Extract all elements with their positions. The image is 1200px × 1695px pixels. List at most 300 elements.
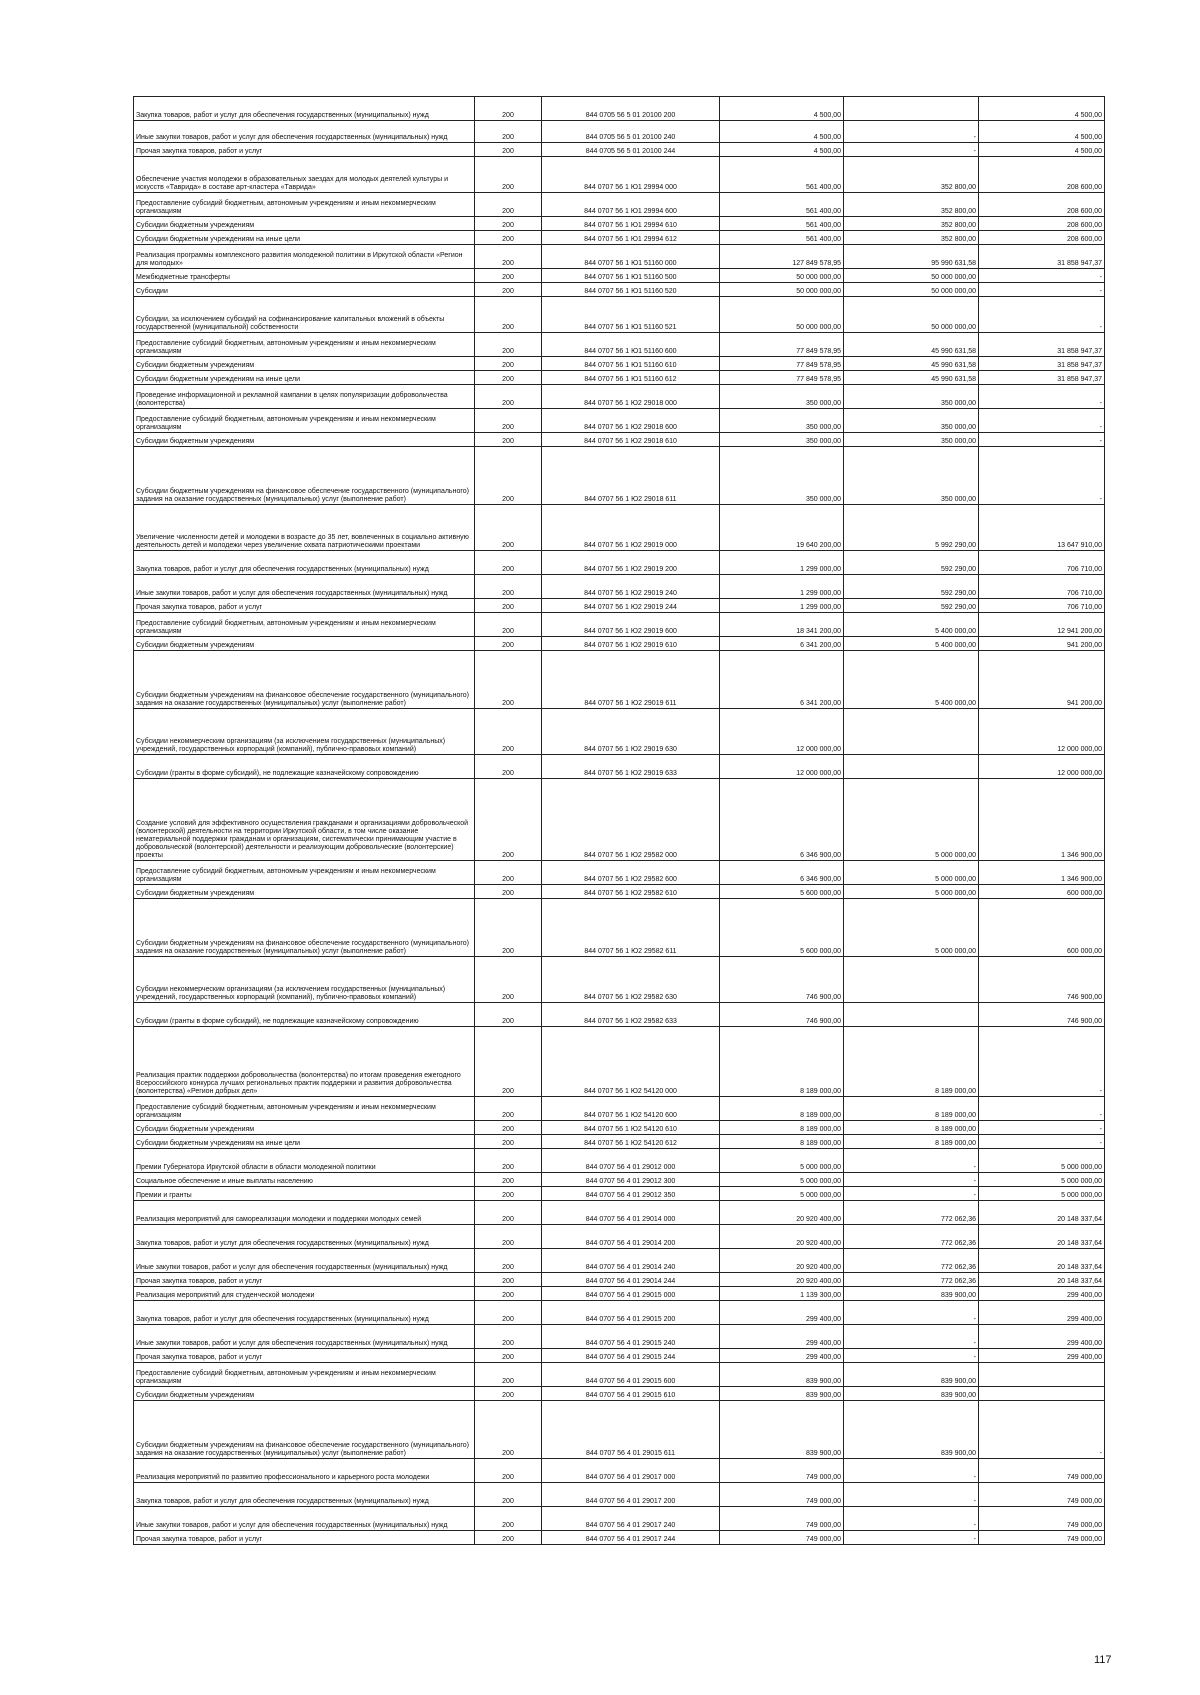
table-row [134,357,1105,371]
row-remainder: - [979,1121,1105,1135]
row-approved: 5 600 000,00 [720,885,844,899]
row-code: 200 [475,885,542,899]
row-executed: - [844,1349,979,1363]
row-code: 200 [475,1325,542,1349]
row-executed: 839 900,00 [844,1387,979,1401]
row-kbk: 844 0707 56 1 Ю2 29019 200 [542,551,720,575]
row-kbk: 844 0707 56 4 01 29015 000 [542,1287,720,1301]
row-remainder: - [979,447,1105,505]
row-remainder: - [979,269,1105,283]
row-remainder: - [979,409,1105,433]
row-approved: 50 000 000,00 [720,269,844,283]
row-approved: 299 400,00 [720,1325,844,1349]
row-approved: 746 900,00 [720,1003,844,1027]
row-code: 200 [475,957,542,1003]
row-approved: 6 346 900,00 [720,861,844,885]
row-remainder: 749 000,00 [979,1483,1105,1507]
row-code: 200 [475,333,542,357]
row-code: 200 [475,283,542,297]
row-remainder: 299 400,00 [979,1325,1105,1349]
row-code: 200 [475,709,542,755]
row-remainder: 706 710,00 [979,551,1105,575]
row-executed: - [844,1507,979,1531]
row-approved: 5 000 000,00 [720,1173,844,1187]
row-code: 200 [475,1135,542,1149]
row-approved: 20 920 400,00 [720,1249,844,1273]
row-code: 200 [475,1531,542,1545]
row-executed: 350 000,00 [844,385,979,409]
row-executed [844,97,979,121]
row-kbk: 844 0705 56 5 01 20100 200 [542,97,720,121]
row-kbk: 844 0707 56 4 01 29017 240 [542,1507,720,1531]
row-approved: 77 849 578,95 [720,371,844,385]
row-code: 200 [475,899,542,957]
row-name: Субсидии бюджетным учреждениям [134,637,475,651]
table-row [134,143,1105,157]
row-remainder: - [979,1027,1105,1097]
row-name: Субсидии бюджетным учреждениям [134,1121,475,1135]
row-code: 200 [475,385,542,409]
row-kbk: 844 0707 56 1 Ю2 29019 000 [542,505,720,551]
row-code: 200 [475,1507,542,1531]
row-kbk: 844 0707 56 1 Ю2 29582 610 [542,885,720,899]
row-code: 200 [475,1201,542,1225]
row-kbk: 844 0707 56 1 Ю2 29019 633 [542,755,720,779]
row-code: 200 [475,551,542,575]
row-name: Предоставление субсидий бюджетным, автономным учреждениям и иным некоммерческим организациям [134,1097,475,1121]
row-executed: 8 189 000,00 [844,1121,979,1135]
table-row [134,599,1105,613]
row-approved: 561 400,00 [720,231,844,245]
row-approved: 127 849 578,95 [720,245,844,269]
row-remainder: 5 000 000,00 [979,1149,1105,1173]
row-executed: 45 990 631,58 [844,357,979,371]
row-approved: 20 920 400,00 [720,1225,844,1249]
row-kbk: 844 0707 56 1 Ю2 29582 630 [542,957,720,1003]
row-remainder: 208 600,00 [979,231,1105,245]
row-remainder: 746 900,00 [979,957,1105,1003]
row-code: 200 [475,1273,542,1287]
row-code: 200 [475,1401,542,1459]
table-row [134,433,1105,447]
row-remainder: - [979,1401,1105,1459]
row-executed: 352 800,00 [844,193,979,217]
row-executed: 5 400 000,00 [844,651,979,709]
table-row [134,409,1105,433]
row-approved: 299 400,00 [720,1349,844,1363]
row-kbk: 844 0707 56 1 Ю1 29994 610 [542,217,720,231]
row-name: Закупка товаров, работ и услуг для обеспечения государственных (муниципальных) нужд [134,1483,475,1507]
row-name: Предоставление субсидий бюджетным, автономным учреждениям и иным некоммерческим организациям [134,861,475,885]
table-row [134,885,1105,899]
row-name: Субсидии бюджетным учреждениям [134,1387,475,1401]
row-remainder: 20 148 337,64 [979,1201,1105,1225]
table-row [134,1201,1105,1225]
table-row [134,1325,1105,1349]
row-name: Субсидии бюджетным учреждениям на финансовое обеспечение государственного (муниципального) задания на оказание государственных (муниципальных) услуг (выполнение работ) [134,447,475,505]
row-approved: 20 920 400,00 [720,1273,844,1287]
table-row [134,755,1105,779]
row-kbk: 844 0705 56 5 01 20100 244 [542,143,720,157]
table-body [134,97,1105,1545]
row-executed: - [844,121,979,143]
row-name: Реализация практик поддержки добровольчества (волонтерства) по итогам проведения ежегодного Всероссийского конкурса лучших региональных практик поддержки и развития добровольчества (волонтерства) «Регион добрых дел» [134,1027,475,1097]
row-name: Субсидии бюджетным учреждениям [134,433,475,447]
row-remainder: 208 600,00 [979,157,1105,193]
row-kbk: 844 0707 56 4 01 29017 000 [542,1459,720,1483]
table-row [134,1225,1105,1249]
table-row [134,1287,1105,1301]
row-remainder: 299 400,00 [979,1287,1105,1301]
table-row [134,1459,1105,1483]
row-kbk: 844 0707 56 1 Ю1 29994 600 [542,193,720,217]
row-code: 200 [475,1187,542,1201]
table-row [134,1301,1105,1325]
row-name: Предоставление субсидий бюджетным, автономным учреждениям и иным некоммерческим организациям [134,193,475,217]
row-approved: 4 500,00 [720,121,844,143]
row-approved: 1 299 000,00 [720,575,844,599]
table-row [134,269,1105,283]
row-executed: 8 189 000,00 [844,1027,979,1097]
row-kbk: 844 0707 56 1 Ю2 29582 633 [542,1003,720,1027]
table-row [134,157,1105,193]
row-approved: 350 000,00 [720,385,844,409]
row-executed: 839 900,00 [844,1363,979,1387]
row-name: Субсидии бюджетным учреждениям на иные цели [134,231,475,245]
table-row [134,861,1105,885]
row-remainder: - [979,283,1105,297]
table-row [134,1507,1105,1531]
row-name: Реализация мероприятий для студенческой молодежи [134,1287,475,1301]
row-kbk: 844 0707 56 4 01 29015 200 [542,1301,720,1325]
row-remainder: 20 148 337,64 [979,1273,1105,1287]
row-approved: 839 900,00 [720,1387,844,1401]
row-kbk: 844 0707 56 1 Ю2 29018 600 [542,409,720,433]
row-executed: 592 290,00 [844,599,979,613]
row-approved: 4 500,00 [720,97,844,121]
row-approved: 561 400,00 [720,193,844,217]
row-kbk: 844 0707 56 4 01 29014 240 [542,1249,720,1273]
row-name: Субсидии, за исключением субсидий на софинансирование капитальных вложений в объекты государственной (муниципальной) собственности [134,297,475,333]
row-kbk: 844 0707 56 1 Ю2 54120 000 [542,1027,720,1097]
table-row [134,709,1105,755]
row-approved: 1 299 000,00 [720,551,844,575]
row-executed: 839 900,00 [844,1401,979,1459]
row-remainder: 31 858 947,37 [979,333,1105,357]
table-row [134,333,1105,357]
row-code: 200 [475,755,542,779]
row-executed: - [844,1459,979,1483]
row-approved: 19 640 200,00 [720,505,844,551]
row-approved: 6 346 900,00 [720,779,844,861]
table-row [134,283,1105,297]
row-code: 200 [475,269,542,283]
row-remainder: 941 200,00 [979,651,1105,709]
table-row [134,97,1105,121]
row-name: Закупка товаров, работ и услуг для обеспечения государственных (муниципальных) нужд [134,1225,475,1249]
row-kbk: 844 0705 56 5 01 20100 240 [542,121,720,143]
row-name: Субсидии бюджетным учреждениям на иные цели [134,1135,475,1149]
row-remainder: 746 900,00 [979,1003,1105,1027]
row-remainder: 749 000,00 [979,1507,1105,1531]
row-executed: - [844,1149,979,1173]
row-kbk: 844 0707 56 4 01 29014 000 [542,1201,720,1225]
table-row [134,245,1105,269]
row-code: 200 [475,1003,542,1027]
row-kbk: 844 0707 56 1 Ю2 29018 610 [542,433,720,447]
row-remainder: 4 500,00 [979,121,1105,143]
row-kbk: 844 0707 56 4 01 29017 200 [542,1483,720,1507]
row-approved: 8 189 000,00 [720,1121,844,1135]
row-name: Закупка товаров, работ и услуг для обеспечения государственных (муниципальных) нужд [134,1301,475,1325]
row-approved: 561 400,00 [720,157,844,193]
row-code: 200 [475,1027,542,1097]
table-row [134,1387,1105,1401]
row-executed: 8 189 000,00 [844,1135,979,1149]
row-approved: 5 000 000,00 [720,1187,844,1201]
row-kbk: 844 0707 56 1 Ю2 29019 610 [542,637,720,651]
row-code: 200 [475,1225,542,1249]
row-kbk: 844 0707 56 4 01 29012 300 [542,1173,720,1187]
row-approved: 350 000,00 [720,433,844,447]
row-name: Субсидии бюджетным учреждениям на финансовое обеспечение государственного (муниципального) задания на оказание государственных (муниципальных) услуг (выполнение работ) [134,1401,475,1459]
table-row [134,1135,1105,1149]
row-kbk: 844 0707 56 1 Ю1 51160 600 [542,333,720,357]
row-executed: - [844,143,979,157]
row-code: 200 [475,651,542,709]
table-row [134,1097,1105,1121]
row-code: 200 [475,1483,542,1507]
row-executed: 5 992 290,00 [844,505,979,551]
row-name: Прочая закупка товаров, работ и услуг [134,1349,475,1363]
row-code: 200 [475,1459,542,1483]
row-executed: 45 990 631,58 [844,333,979,357]
row-name: Предоставление субсидий бюджетным, автономным учреждениям и иным некоммерческим организациям [134,1363,475,1387]
row-remainder: 31 858 947,37 [979,371,1105,385]
row-name: Субсидии некоммерческим организациям (за исключением государственных (муниципальных) учреждений, государственных корпораций (компаний), публично-правовых компаний) [134,957,475,1003]
row-kbk: 844 0707 56 1 Ю1 51160 612 [542,371,720,385]
row-kbk: 844 0707 56 1 Ю2 29019 240 [542,575,720,599]
row-approved: 8 189 000,00 [720,1097,844,1121]
row-kbk: 844 0707 56 1 Ю2 54120 600 [542,1097,720,1121]
row-approved: 749 000,00 [720,1483,844,1507]
row-executed: 45 990 631,58 [844,371,979,385]
table-row [134,217,1105,231]
row-remainder: - [979,385,1105,409]
row-approved: 5 000 000,00 [720,1149,844,1173]
row-code: 200 [475,575,542,599]
row-remainder [979,1363,1105,1387]
row-remainder: 5 000 000,00 [979,1187,1105,1201]
row-code: 200 [475,637,542,651]
row-kbk: 844 0707 56 1 Ю2 29582 611 [542,899,720,957]
table-row [134,447,1105,505]
row-approved: 299 400,00 [720,1301,844,1325]
row-kbk: 844 0707 56 4 01 29015 244 [542,1349,720,1363]
row-name: Иные закупки товаров, работ и услуг для обеспечения государственных (муниципальных) нужд [134,1507,475,1531]
row-kbk: 844 0707 56 4 01 29017 244 [542,1531,720,1545]
row-code: 200 [475,1149,542,1173]
row-name: Социальное обеспечение и иные выплаты населению [134,1173,475,1187]
row-remainder: 5 000 000,00 [979,1173,1105,1187]
row-executed: 772 062,36 [844,1201,979,1225]
row-remainder: 299 400,00 [979,1349,1105,1363]
row-code: 200 [475,231,542,245]
row-executed: 772 062,36 [844,1249,979,1273]
row-executed: - [844,1483,979,1507]
row-kbk: 844 0707 56 1 Ю2 29582 600 [542,861,720,885]
row-approved: 350 000,00 [720,447,844,505]
row-remainder: 706 710,00 [979,599,1105,613]
row-kbk: 844 0707 56 1 Ю1 51160 520 [542,283,720,297]
row-remainder: 31 858 947,37 [979,245,1105,269]
row-name: Обеспечение участия молодежи в образовательных заездах для молодых деятелей культуры и искусств «Таврида» в составе арт-кластера «Таврида» [134,157,475,193]
row-approved: 749 000,00 [720,1459,844,1483]
row-kbk: 844 0707 56 4 01 29012 350 [542,1187,720,1201]
row-executed [844,957,979,1003]
table-row [134,613,1105,637]
row-remainder: 706 710,00 [979,575,1105,599]
row-code: 200 [475,1249,542,1273]
row-kbk: 844 0707 56 1 Ю1 29994 612 [542,231,720,245]
table-row [134,1121,1105,1135]
row-remainder: 208 600,00 [979,217,1105,231]
row-remainder: 20 148 337,64 [979,1249,1105,1273]
row-executed: 772 062,36 [844,1273,979,1287]
row-code: 200 [475,245,542,269]
row-remainder: 749 000,00 [979,1531,1105,1545]
row-kbk: 844 0707 56 1 Ю2 29018 000 [542,385,720,409]
row-kbk: 844 0707 56 1 Ю2 29019 611 [542,651,720,709]
row-name: Субсидии бюджетным учреждениям [134,217,475,231]
row-remainder: 600 000,00 [979,885,1105,899]
table-row [134,1483,1105,1507]
row-code: 200 [475,217,542,231]
table-row [134,1531,1105,1545]
row-kbk: 844 0707 56 1 Ю1 51160 000 [542,245,720,269]
row-name: Субсидии бюджетным учреждениям на финансовое обеспечение государственного (муниципального) задания на оказание государственных (муниципальных) услуг (выполнение работ) [134,651,475,709]
row-remainder: 12 000 000,00 [979,709,1105,755]
row-code: 200 [475,1349,542,1363]
row-remainder: 4 500,00 [979,97,1105,121]
table-row [134,1187,1105,1201]
row-executed [844,755,979,779]
row-name: Субсидии (гранты в форме субсидий), не подлежащие казначейскому сопровождению [134,1003,475,1027]
row-name: Закупка товаров, работ и услуг для обеспечения государственных (муниципальных) нужд [134,97,475,121]
row-approved: 50 000 000,00 [720,297,844,333]
row-remainder: 13 647 910,00 [979,505,1105,551]
row-approved: 50 000 000,00 [720,283,844,297]
row-name: Иные закупки товаров, работ и услуг для обеспечения государственных (муниципальных) нужд [134,1325,475,1349]
row-approved: 5 600 000,00 [720,899,844,957]
row-code: 200 [475,157,542,193]
table-row [134,193,1105,217]
table-row [134,371,1105,385]
row-executed: 592 290,00 [844,575,979,599]
row-remainder: 208 600,00 [979,193,1105,217]
row-executed: 839 900,00 [844,1287,979,1301]
row-code: 200 [475,1097,542,1121]
row-kbk: 844 0707 56 4 01 29015 610 [542,1387,720,1401]
table-row [134,1003,1105,1027]
row-kbk: 844 0707 56 1 Ю2 29019 244 [542,599,720,613]
row-code: 200 [475,143,542,157]
table-row [134,1249,1105,1273]
row-name: Прочая закупка товаров, работ и услуг [134,599,475,613]
table-row [134,779,1105,861]
row-remainder: - [979,297,1105,333]
row-approved: 561 400,00 [720,217,844,231]
row-kbk: 844 0707 56 1 Ю2 29019 630 [542,709,720,755]
table-row [134,637,1105,651]
row-executed: - [844,1325,979,1349]
row-remainder: 20 148 337,64 [979,1225,1105,1249]
row-executed: 5 000 000,00 [844,861,979,885]
row-code: 200 [475,779,542,861]
table-row [134,231,1105,245]
row-name: Субсидии бюджетным учреждениям на иные цели [134,371,475,385]
row-name: Увеличение численности детей и молодежи в возрасте до 35 лет, вовлеченных в социально активную деятельность детей и молодежи через увеличение охвата патриотическими проектами [134,505,475,551]
row-kbk: 844 0707 56 1 Ю1 51160 521 [542,297,720,333]
row-code: 200 [475,505,542,551]
row-executed: - [844,1301,979,1325]
row-code: 200 [475,1121,542,1135]
row-executed: 772 062,36 [844,1225,979,1249]
row-name: Прочая закупка товаров, работ и услуг [134,143,475,157]
table-row [134,651,1105,709]
row-kbk: 844 0707 56 1 Ю2 54120 612 [542,1135,720,1149]
row-remainder [979,1387,1105,1401]
row-executed: 50 000 000,00 [844,297,979,333]
row-name: Предоставление субсидий бюджетным, автономным учреждениям и иным некоммерческим организациям [134,613,475,637]
row-remainder: 600 000,00 [979,899,1105,957]
row-executed: - [844,1173,979,1187]
table-row [134,1027,1105,1097]
row-code: 200 [475,1387,542,1401]
table-row [134,899,1105,957]
row-name: Реализация программы комплексного развития молодежной политики в Иркутской области «Регион для молодых» [134,245,475,269]
row-name: Реализация мероприятий по развитию профессионального и карьерного роста молодежи [134,1459,475,1483]
row-remainder: 1 346 900,00 [979,779,1105,861]
table-row [134,957,1105,1003]
table-row [134,1401,1105,1459]
row-approved: 839 900,00 [720,1363,844,1387]
row-executed: 5 400 000,00 [844,637,979,651]
row-name: Субсидии бюджетным учреждениям [134,357,475,371]
row-name: Премии Губернатора Иркутской области в области молодежной политики [134,1149,475,1173]
row-executed [844,1003,979,1027]
row-executed: 352 800,00 [844,231,979,245]
table-row [134,1273,1105,1287]
row-executed: 350 000,00 [844,433,979,447]
row-remainder: - [979,433,1105,447]
row-approved: 18 341 200,00 [720,613,844,637]
row-kbk: 844 0707 56 1 Ю1 51160 610 [542,357,720,371]
row-name: Межбюджетные трансферты [134,269,475,283]
row-approved: 8 189 000,00 [720,1135,844,1149]
row-name: Иные закупки товаров, работ и услуг для обеспечения государственных (муниципальных) нужд [134,1249,475,1273]
row-name: Закупка товаров, работ и услуг для обеспечения государственных (муниципальных) нужд [134,551,475,575]
row-kbk: 844 0707 56 1 Ю1 51160 500 [542,269,720,283]
table-row [134,1363,1105,1387]
row-approved: 749 000,00 [720,1531,844,1545]
row-kbk: 844 0707 56 1 Ю2 29582 000 [542,779,720,861]
row-code: 200 [475,861,542,885]
row-name: Реализация мероприятий для самореализации молодежи и поддержки молодых семей [134,1201,475,1225]
row-remainder: - [979,1097,1105,1121]
row-code: 200 [475,1301,542,1325]
row-name: Иные закупки товаров, работ и услуг для обеспечения государственных (муниципальных) нужд [134,575,475,599]
